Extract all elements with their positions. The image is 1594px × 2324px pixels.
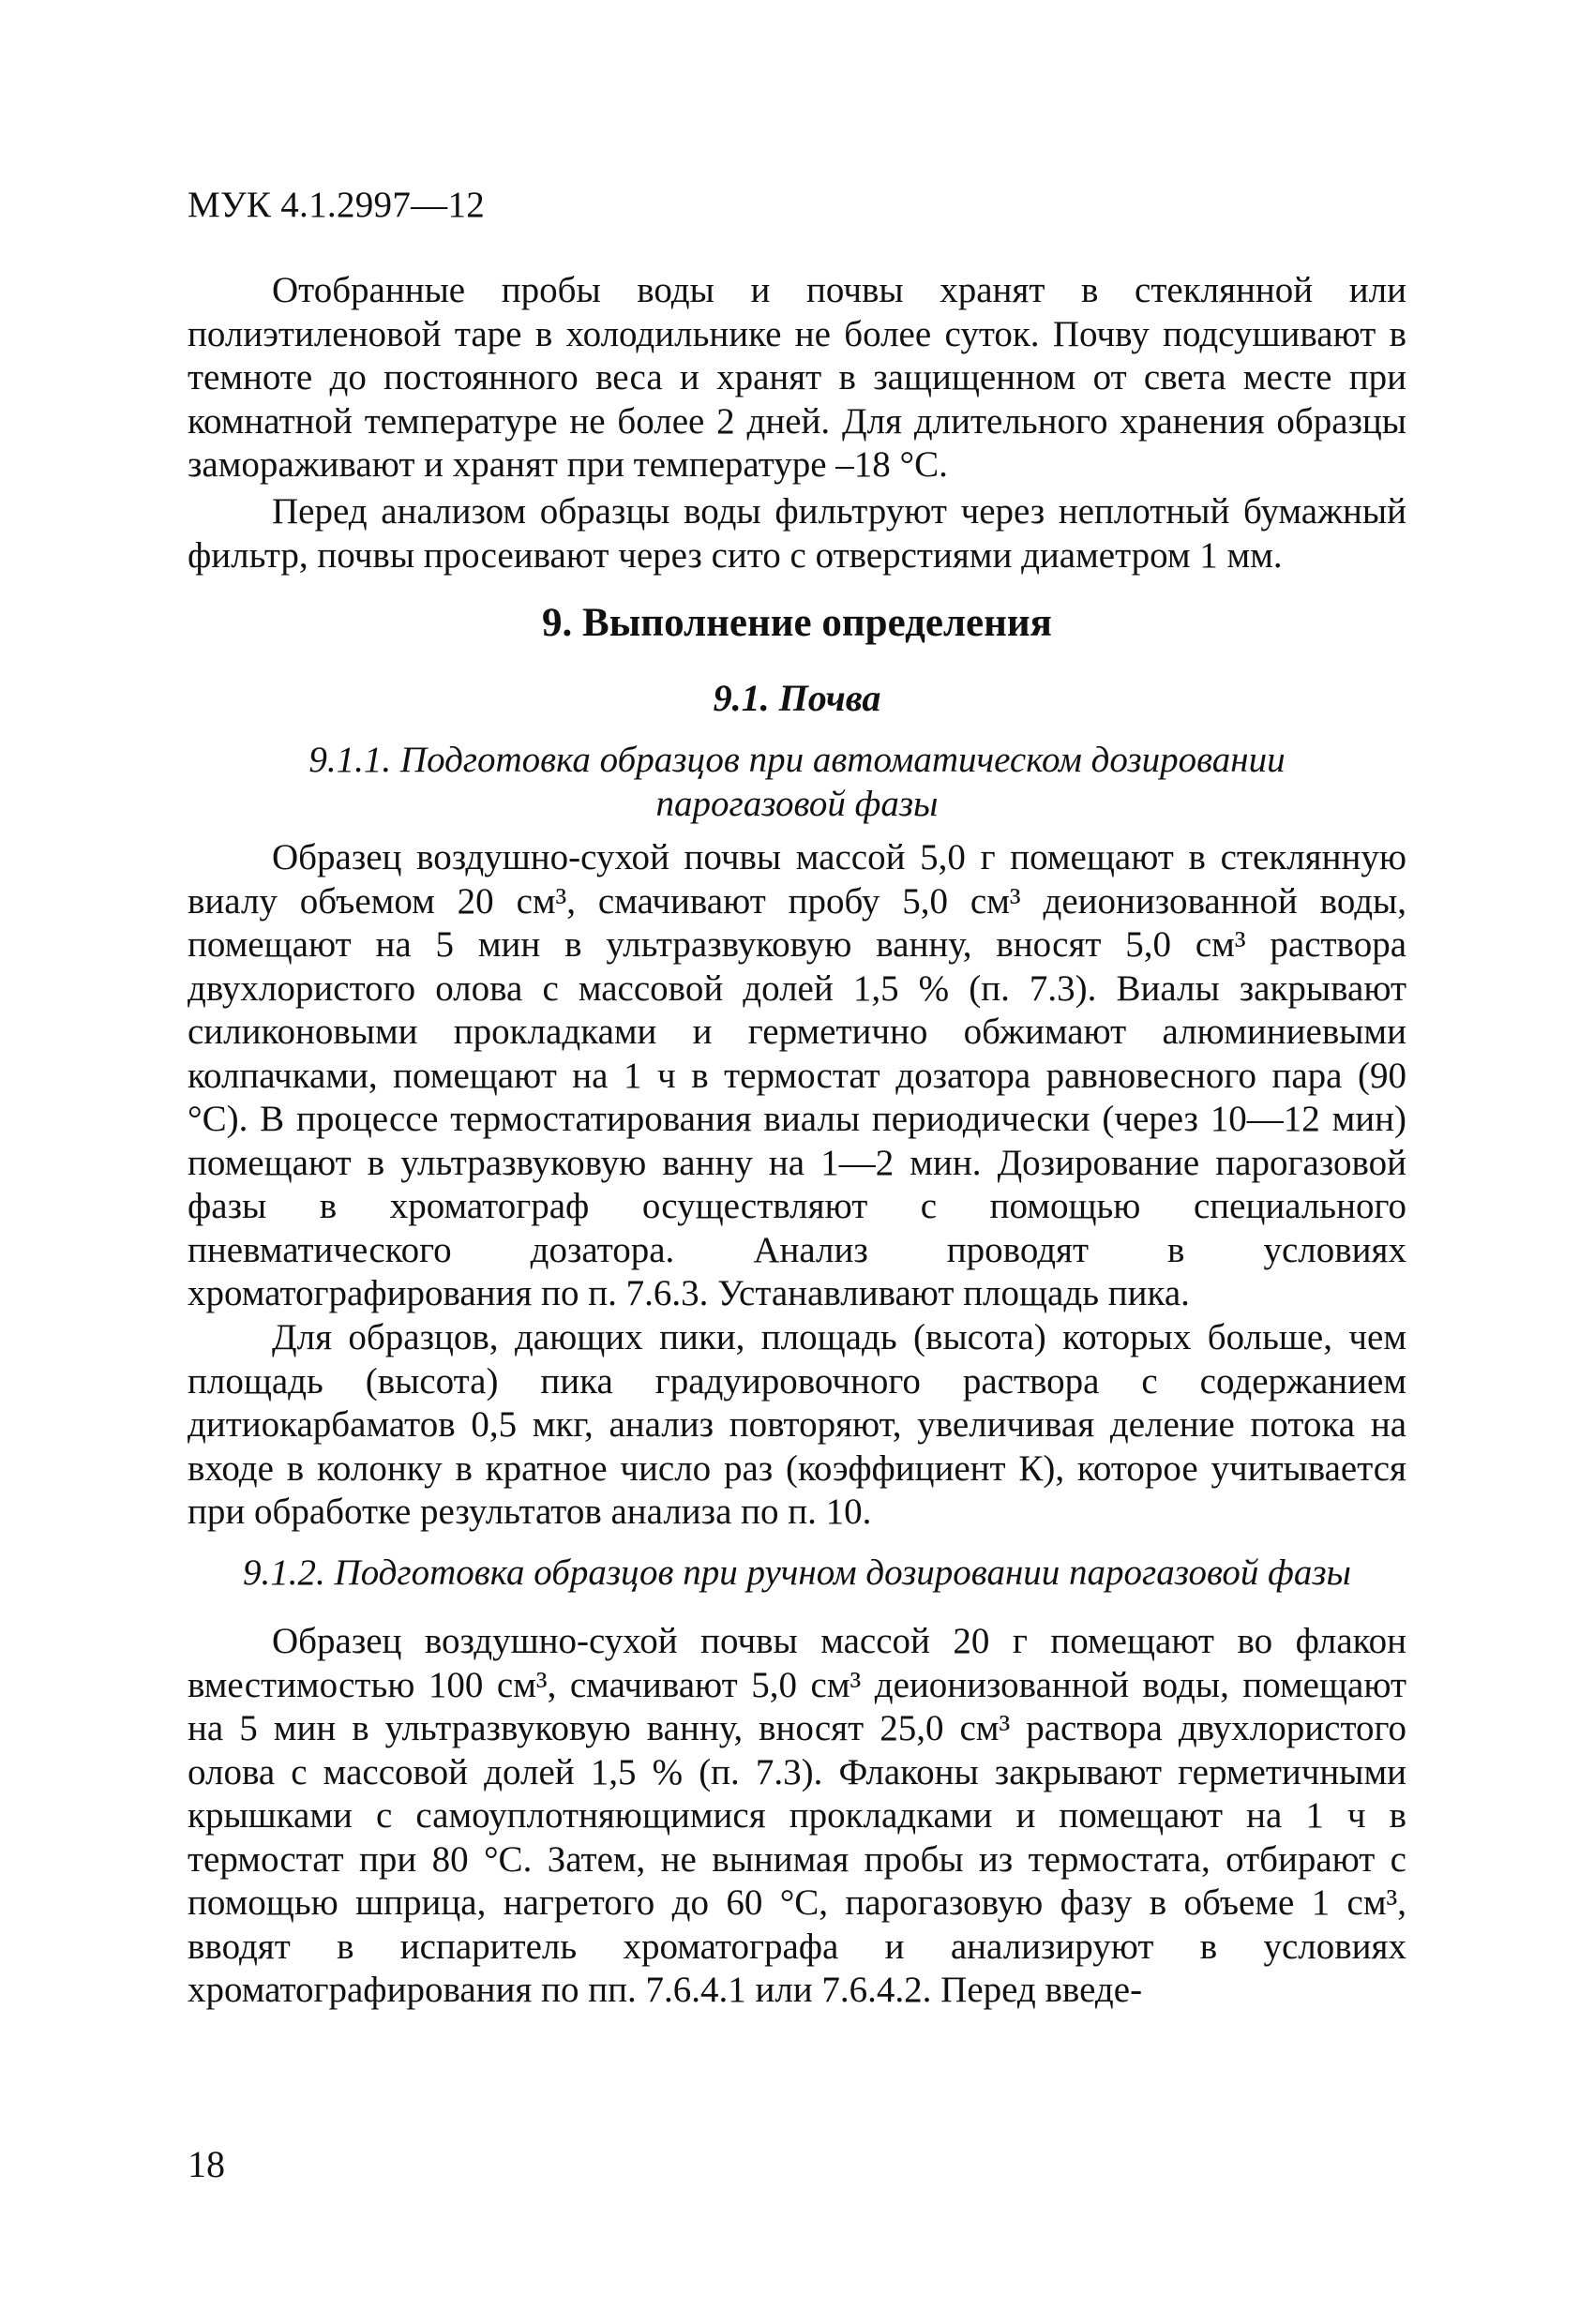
- subsection-heading-9-1-2: 9.1.2. Подготовка образцов при ручном дозировании парогазовой фазы: [243, 1552, 1351, 1593]
- paragraph-automatic-dosing: Образец воздушно-сухой почвы массой 5,0 г помещают в стеклянную виалу объемом 20 см³, смачивают пробу 5,0 см³ деионизованной воды, помещают на 5 мин в ультразвуковую ванну, вносят 5,0 см³ раствора двухлористого олова с массовой долей 1,5 % (п. 7.3). Виалы закрывают силиконовыми прокладками и герметично обжимают алюминиевыми колпачками, помещают на 1 ч в термостат дозатора равновесного пара (90 °С). В процессе термостатирования виалы периодически (через 10—12 мин) помещают в ультразвуковую ванну на 1—2 мин. Дозирование парогазовой фазы в хроматограф осуществляют с помощью специального пневматического дозатора. Анализ проводят в условиях хроматографирования по п. 7.6.3. Устанавливают площадь пика.: [188, 837, 1406, 1313]
- paragraph-repeat-analysis: Для образцов, дающих пики, площадь (высота) которых больше, чем площадь (высота) пика градуировочного раствора с содержанием дитиокарбаматов 0,5 мкг, анализ повторяют, увеличивая деление потока на входе в колонку в кратное число раз (коэффициент К), которое учитывается при обработке результатов анализа по п. 10.: [188, 1317, 1406, 1532]
- document-code-header: МУК 4.1.2997—12: [188, 185, 486, 225]
- subsection-heading-9-1: 9.1. Почва: [713, 677, 881, 719]
- subsection-heading-9-1-1-line1: 9.1.1. Подготовка образцов при автоматическом дозировании: [308, 740, 1286, 780]
- document-page: [188, 0, 1406, 2324]
- paragraph-manual-dosing: Образец воздушно-сухой почвы массой 20 г помещают во флакон вместимостью 100 см³, смачивают 5,0 см³ деионизованной воды, помещают на 5 мин в ультразвуковую ванну, вносят 25,0 см³ раствора двухлористого олова с массовой долей 1,5 % (п. 7.3). Флаконы закрывают герметичными крышками с самоуплотняющимися прокладками и помещают на 1 ч в термостат при 80 °С. Затем, не вынимая пробы из термостата, отбирают с помощью шприца, нагретого до 60 °С, парогазовую фазу в объеме 1 см³, вводят в испаритель хроматографа и анализируют в условиях хроматографирования по пп. 7.6.4.1 или 7.6.4.2. Перед введе-: [188, 1621, 1406, 2010]
- paragraph-sample-storage: Отобранные пробы воды и почвы хранят в стеклянной или полиэтиленовой таре в холодильнике не более суток. Почву подсушивают в темноте до постоянного веса и хранят в защищенном от света месте при комнатной температуре не более 2 дней. Для длительного хранения образцы замораживают и хранят при температуре –18 °С.: [188, 270, 1406, 485]
- subsection-heading-9-1-1-line2: парогазовой фазы: [655, 784, 939, 824]
- section-heading-9: 9. Выполнение определения: [542, 601, 1052, 645]
- paragraph-sample-filtering: Перед анализом образцы воды фильтруют через неплотный бумажный фильтр, почвы просеивают через сито с отверстиями диаметром 1 мм.: [188, 491, 1406, 576]
- page-number: 18: [188, 2143, 225, 2185]
